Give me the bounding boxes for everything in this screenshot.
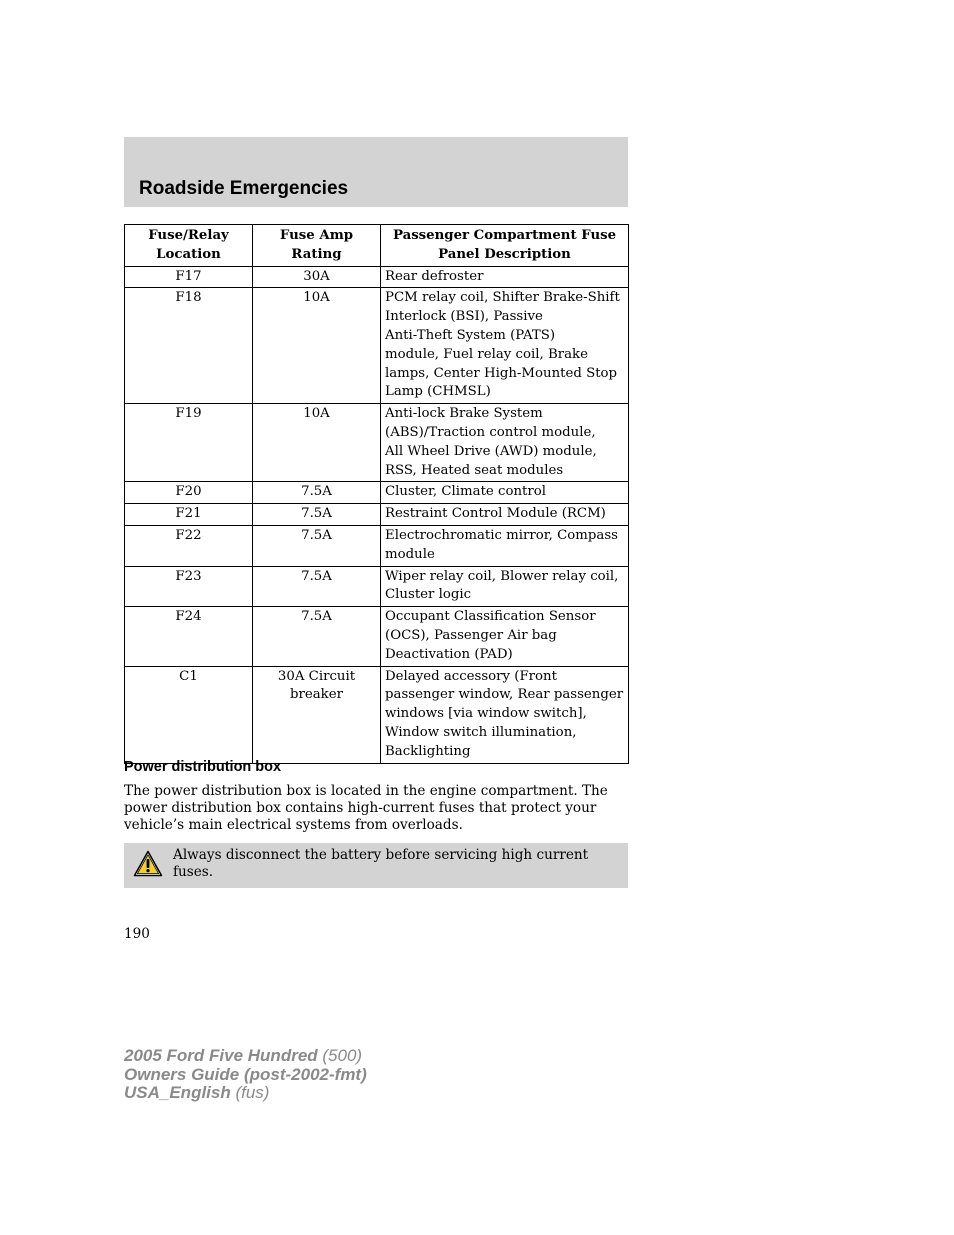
fuse-location-cell: F24 <box>125 607 253 666</box>
table-row <box>125 504 629 526</box>
fuse-rating-cell <box>253 525 381 566</box>
text-line: 30A Circuit <box>277 668 356 684</box>
text-line: vehicle’s main electrical systems from overloads. <box>124 817 463 833</box>
fuse-description-cell <box>381 404 629 482</box>
fuse-rating-cell <box>253 504 381 526</box>
table-row <box>125 566 629 607</box>
text-line: breaker <box>290 687 343 703</box>
fuse-table <box>124 224 629 764</box>
fuse-location-cell: F20 <box>125 482 253 504</box>
text-line: fuses. <box>173 863 214 880</box>
text-line: Lamp (CHMSL) <box>385 384 491 400</box>
fuse-location-cell: F22 <box>125 525 253 566</box>
fuse-rating-cell <box>253 266 381 288</box>
text-line: Backlighting <box>385 743 471 759</box>
text-line: Cluster, Climate control <box>385 484 547 500</box>
fuse-location-cell: F23 <box>125 566 253 607</box>
fuse-description-cell <box>381 266 629 288</box>
fuse-rating-cell <box>253 482 381 504</box>
table-row <box>125 288 629 404</box>
column-header-rating <box>253 225 381 267</box>
footer <box>124 1047 367 1103</box>
text-line: (OCS), Passenger Air bag <box>385 627 557 643</box>
warning-triangle-icon <box>133 850 163 877</box>
text-line: Anti-Theft System (PATS) <box>385 327 556 343</box>
fuse-description-cell <box>381 566 629 607</box>
text-line: Rear defroster <box>385 268 484 284</box>
fuse-location-cell: F21 <box>125 504 253 526</box>
text-line: Rating <box>291 246 342 262</box>
table-row <box>125 666 629 763</box>
text-line: 30A <box>303 268 330 284</box>
text-line: Cluster logic <box>385 587 472 603</box>
text-line: Fuse/Relay <box>148 228 229 243</box>
text-line: Restraint Control Module (RCM) <box>385 506 606 522</box>
fuse-description-cell <box>381 288 629 404</box>
text-line: passenger window, Rear passenger <box>385 687 624 703</box>
text-line: Location <box>156 246 221 262</box>
text-line: 10A <box>303 406 330 422</box>
text-line: Deactivation (PAD) <box>385 646 513 662</box>
fuse-location-cell: F18 <box>125 288 253 404</box>
fuse-description-cell <box>381 607 629 666</box>
text-line: RSS, Heated seat modules <box>385 462 564 478</box>
fuse-description-cell <box>381 666 629 763</box>
text-line: Passenger Compartment Fuse <box>392 228 617 243</box>
footer-line-3: USA_English (fus) <box>124 1083 270 1102</box>
text-line: Electrochromatic mirror, Compass <box>385 527 618 543</box>
table-row <box>125 266 629 288</box>
text-line: Fuse Amp <box>279 228 354 243</box>
text-line: Panel Description <box>438 246 571 262</box>
text-line: Occupant Classification Sensor <box>385 609 596 625</box>
fuse-rating-cell <box>253 666 381 763</box>
table-body <box>125 266 629 763</box>
text-line: Delayed accessory (Front <box>385 668 557 684</box>
page-number: 190 <box>124 926 150 942</box>
footer-line-2: Owners Guide (post-2002-fmt) <box>124 1064 367 1084</box>
fuse-location-cell: C1 <box>125 666 253 763</box>
text-line: module <box>385 546 435 562</box>
warning-box <box>124 843 628 888</box>
fuse-location-cell: F19 <box>125 404 253 482</box>
fuse-rating-cell <box>253 607 381 666</box>
fuse-description-cell <box>381 482 629 504</box>
text-line: All Wheel Drive (AWD) module, <box>385 443 597 459</box>
text-line: Anti-lock Brake System <box>385 406 543 422</box>
section-heading: Power distribution box <box>124 759 282 775</box>
text-line: (ABS)/Traction control module, <box>385 424 596 440</box>
section-paragraph <box>124 783 624 834</box>
text-line: Window switch illumination, <box>385 724 577 740</box>
text-line: 7.5A <box>301 484 332 500</box>
text-line: PCM relay coil, Shifter Brake-Shift <box>385 290 620 306</box>
column-header-description <box>381 225 629 267</box>
fuse-description-cell <box>381 504 629 526</box>
fuse-rating-cell <box>253 404 381 482</box>
text-line: lamps, Center High-Mounted Stop <box>385 365 618 381</box>
fuse-rating-cell <box>253 288 381 404</box>
text-line: power distribution box contains high-current fuses that protect your <box>124 800 597 816</box>
text-line: 7.5A <box>301 527 332 543</box>
text-line: 7.5A <box>301 609 332 625</box>
text-line: The power distribution box is located in the engine compartment. The <box>124 783 608 799</box>
fuse-rating-cell <box>253 566 381 607</box>
table-header-row <box>125 225 629 267</box>
table-row <box>125 607 629 666</box>
warning-text <box>173 847 613 880</box>
fuse-description-cell <box>381 525 629 566</box>
text-line: Interlock (BSI), Passive <box>385 309 543 325</box>
table-row <box>125 482 629 504</box>
text-line: windows [via window switch], <box>385 706 587 722</box>
fuse-location-cell: F17 <box>125 266 253 288</box>
text-line: 7.5A <box>301 568 332 584</box>
text-line: module, Fuel relay coil, Brake <box>385 346 588 362</box>
text-line: 10A <box>303 290 330 306</box>
footer-line-1: 2005 Ford Five Hundred (500) <box>124 1046 363 1065</box>
table-row <box>125 525 629 566</box>
table-row <box>125 404 629 482</box>
text-line: Wiper relay coil, Blower relay coil, <box>385 568 619 584</box>
page-title: Roadside Emergencies <box>139 178 349 199</box>
column-header-location <box>125 225 253 267</box>
text-line: 7.5A <box>301 506 332 522</box>
text-line: Always disconnect the battery before servicing high current <box>173 847 589 863</box>
